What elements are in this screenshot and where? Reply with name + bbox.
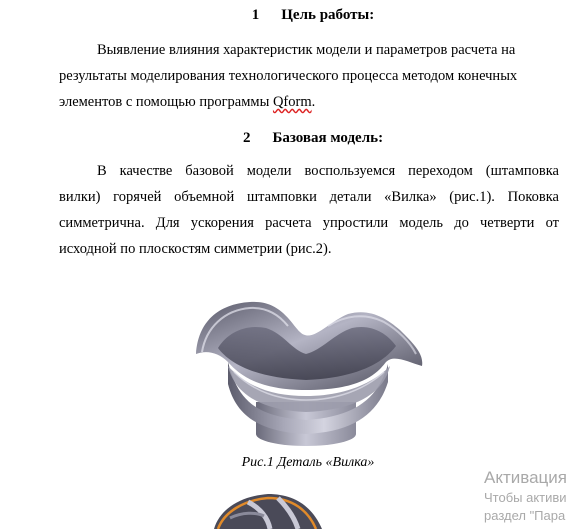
section-1-number: 1 bbox=[251, 7, 260, 23]
watermark-title: Активация bbox=[484, 468, 567, 487]
section-1-line-2: результаты моделирования технологического процесса методом конечных bbox=[59, 68, 518, 84]
section-1-line-3-end: . bbox=[311, 94, 316, 110]
section-2-line-2: вилки) горячей объемной штамповки детали «Вилка» (рис.1). Поковка bbox=[59, 189, 559, 205]
section-1-line-1: Выявление влияния характеристик модели и параметров расчета на bbox=[97, 42, 516, 58]
section-2-title: Базовая модель: bbox=[272, 130, 384, 146]
section-2-line-1: В качестве базовой модели воспользуемся переходом (штамповка bbox=[97, 163, 559, 179]
figure-1-part-render bbox=[188, 292, 428, 452]
section-1-title: Цель работы: bbox=[281, 7, 375, 23]
section-1-line-3 bbox=[59, 89, 559, 115]
section-2-line-3: симметрична. Для ускорения расчета упростили модель до четверти от bbox=[59, 215, 559, 231]
watermark-line-1: Чтобы активи bbox=[484, 490, 567, 505]
section-2-line-4: исходной по плоскостям симметрии (рис.2). bbox=[59, 241, 332, 257]
quarter-model-image bbox=[208, 488, 328, 529]
watermark-line-2: раздел "Пара bbox=[484, 508, 566, 523]
section-2-heading bbox=[0, 130, 579, 147]
section-2-number: 2 bbox=[242, 130, 251, 146]
program-name: Qform bbox=[272, 94, 312, 110]
section-2-paragraph bbox=[59, 158, 559, 262]
section-1-paragraph bbox=[59, 37, 559, 115]
section-1-line-3-text: элементов с помощью программы bbox=[59, 94, 273, 110]
fork-part-image bbox=[188, 292, 428, 452]
activation-watermark bbox=[484, 467, 579, 525]
figure-1-caption: Рис.1 Деталь «Вилка» bbox=[241, 455, 375, 470]
figure-2-part-render bbox=[208, 488, 328, 529]
section-1-heading bbox=[0, 7, 579, 24]
